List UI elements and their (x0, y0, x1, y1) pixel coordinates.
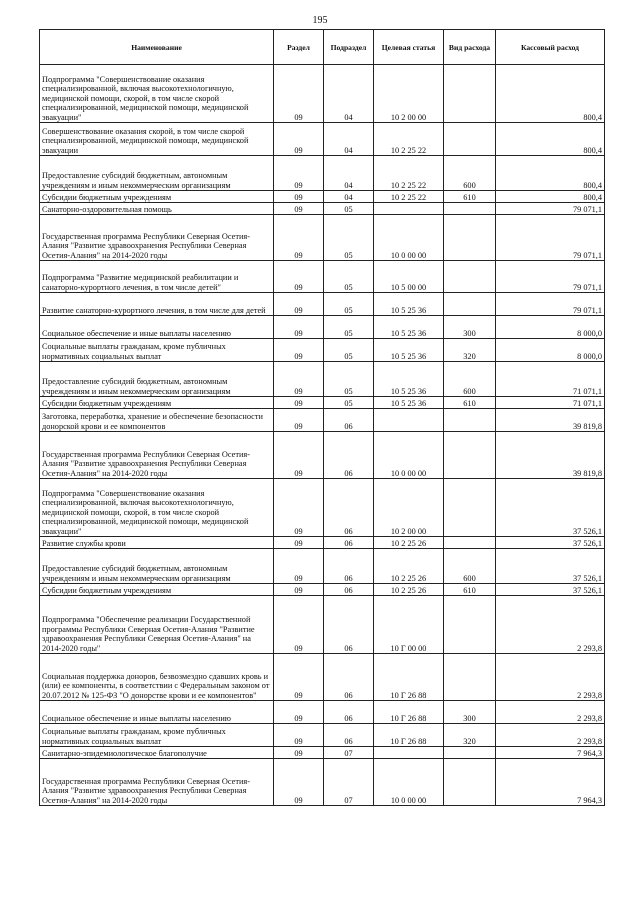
cell-amount: 8 000,0 (496, 316, 605, 339)
page-number: 195 (312, 15, 328, 26)
table-header-row (40, 30, 605, 65)
header-statya: Целевая статья (374, 30, 444, 65)
cell-amount: 2 293,8 (496, 724, 605, 747)
cell-vid: 600 (444, 549, 496, 584)
cell-razdel: 09 (274, 759, 324, 806)
cell-vid: 600 (444, 156, 496, 191)
cell-amount: 39 819,8 (496, 409, 605, 432)
cell-razdel: 09 (274, 747, 324, 759)
cell-amount: 800,4 (496, 123, 605, 156)
cell-name: Социальные выплаты гражданам, кроме публичных нормативных социальных выплат (40, 724, 274, 747)
cell-vid (444, 759, 496, 806)
table-row (40, 339, 605, 362)
cell-razdel: 09 (274, 339, 324, 362)
table-row (40, 191, 605, 203)
cell-name: Развитие службы крови (40, 537, 274, 549)
cell-vid: 600 (444, 362, 496, 397)
cell-statya: 10 0 00 00 (374, 432, 444, 479)
cell-amount: 2 293,8 (496, 701, 605, 724)
budget-table (39, 29, 605, 806)
table-row (40, 203, 605, 215)
cell-amount: 79 071,1 (496, 261, 605, 293)
cell-name: Заготовка, переработка, хранение и обеспечение безопасности донорской крови и ее компонентов (40, 409, 274, 432)
cell-name: Социальное обеспечение и иные выплаты населению (40, 701, 274, 724)
cell-vid: 610 (444, 584, 496, 596)
table-row (40, 724, 605, 747)
table-row (40, 156, 605, 191)
cell-amount: 800,4 (496, 65, 605, 123)
cell-statya: 10 2 25 22 (374, 191, 444, 203)
cell-vid (444, 654, 496, 701)
cell-statya: 10 5 25 36 (374, 339, 444, 362)
cell-amount: 8 000,0 (496, 339, 605, 362)
cell-podrazdel: 06 (324, 479, 374, 537)
cell-amount: 37 526,1 (496, 584, 605, 596)
cell-vid (444, 432, 496, 479)
cell-name: Субсидии бюджетным учреждениям (40, 191, 274, 203)
cell-razdel: 09 (274, 261, 324, 293)
cell-vid (444, 537, 496, 549)
header-vid: Вид расхода (444, 30, 496, 65)
table-row (40, 362, 605, 397)
cell-razdel: 09 (274, 479, 324, 537)
cell-podrazdel: 05 (324, 261, 374, 293)
cell-statya: 10 2 25 22 (374, 156, 444, 191)
cell-statya: 10 2 25 26 (374, 549, 444, 584)
cell-amount: 2 293,8 (496, 596, 605, 654)
table-row (40, 397, 605, 409)
cell-name: Санаторно-оздоровительная помощь (40, 203, 274, 215)
cell-vid (444, 123, 496, 156)
cell-podrazdel: 05 (324, 316, 374, 339)
cell-name: Предоставление субсидий бюджетным, автономным учреждениям и иным некоммерческим организациям (40, 549, 274, 584)
header-razdel: Раздел (274, 30, 324, 65)
cell-razdel: 09 (274, 397, 324, 409)
cell-podrazdel: 06 (324, 654, 374, 701)
cell-name: Социальное обеспечение и иные выплаты населению (40, 316, 274, 339)
cell-statya: 10 5 25 36 (374, 397, 444, 409)
cell-name: Подпрограмма "Совершенствование оказания специализированной, включая высокотехнологичную, медицинской помощи, скорой, в том числе скорой специализированной, медицинской помощи, медицинской эвакуации" (40, 479, 274, 537)
header-podrazdel: Подраздел (324, 30, 374, 65)
cell-razdel: 09 (274, 432, 324, 479)
cell-name: Подпрограмма "Обеспечение реализации Государственной программы Республики Северная Осетия-Алания "Развитие здравоохранения Республики Северная Осетия-Алания" на 2014-2020 годы" (40, 596, 274, 654)
cell-podrazdel: 06 (324, 584, 374, 596)
cell-amount: 37 526,1 (496, 479, 605, 537)
cell-name: Подпрограмма "Развитие медицинской реабилитации и санаторно-курортного лечения, в том числе детей" (40, 261, 274, 293)
cell-amount: 37 526,1 (496, 537, 605, 549)
cell-statya: 10 2 25 26 (374, 537, 444, 549)
cell-vid: 320 (444, 339, 496, 362)
cell-vid: 610 (444, 191, 496, 203)
table-row (40, 432, 605, 479)
cell-razdel: 09 (274, 123, 324, 156)
cell-razdel: 09 (274, 156, 324, 191)
cell-podrazdel: 06 (324, 724, 374, 747)
table-row (40, 654, 605, 701)
cell-podrazdel: 05 (324, 215, 374, 261)
cell-podrazdel: 04 (324, 123, 374, 156)
cell-podrazdel: 06 (324, 596, 374, 654)
cell-name: Субсидии бюджетным учреждениям (40, 397, 274, 409)
table-row (40, 701, 605, 724)
cell-name: Социальная поддержка доноров, безвозмездно сдавших кровь и (или) ее компоненты, в соответствии с Федеральным законом от 20.07.2012 № 125-ФЗ "О донорстве крови и ее компонентов" (40, 654, 274, 701)
cell-podrazdel: 06 (324, 549, 374, 584)
cell-podrazdel: 04 (324, 65, 374, 123)
table-row (40, 537, 605, 549)
cell-vid (444, 203, 496, 215)
cell-podrazdel: 05 (324, 339, 374, 362)
cell-razdel: 09 (274, 191, 324, 203)
cell-vid (444, 261, 496, 293)
table-row (40, 759, 605, 806)
cell-name: Подпрограмма "Совершенствование оказания специализированной, включая высокотехнологичную, медицинской помощи, скорой, в том числе скорой специализированной, медицинской помощи, медицинской эвакуации" (40, 65, 274, 123)
cell-amount: 2 293,8 (496, 654, 605, 701)
table-row (40, 316, 605, 339)
cell-vid: 300 (444, 701, 496, 724)
cell-name: Предоставление субсидий бюджетным, автономным учреждениям и иным некоммерческим организациям (40, 156, 274, 191)
cell-podrazdel: 06 (324, 537, 374, 549)
cell-statya: 10 Г 00 00 (374, 596, 444, 654)
table-row (40, 261, 605, 293)
table-row (40, 747, 605, 759)
cell-name: Государственная программа Республики Северная Осетия-Алания "Развитие здравоохранения Республики Северная Осетия-Алания" на 2014-2020 годы (40, 432, 274, 479)
cell-razdel: 09 (274, 203, 324, 215)
cell-podrazdel: 06 (324, 409, 374, 432)
table-row (40, 215, 605, 261)
cell-statya: 10 5 25 36 (374, 362, 444, 397)
cell-statya: 10 2 00 00 (374, 65, 444, 123)
cell-vid (444, 479, 496, 537)
cell-name: Совершенствование оказания скорой, в том числе скорой специализированной, медицинской помощи, медицинской эвакуации (40, 123, 274, 156)
table-row (40, 409, 605, 432)
cell-amount: 39 819,8 (496, 432, 605, 479)
cell-amount: 37 526,1 (496, 549, 605, 584)
cell-amount: 7 964,3 (496, 759, 605, 806)
table-row (40, 65, 605, 123)
cell-podrazdel: 07 (324, 747, 374, 759)
cell-razdel: 09 (274, 65, 324, 123)
cell-statya: 10 5 00 00 (374, 261, 444, 293)
cell-statya: 10 5 25 36 (374, 316, 444, 339)
table-row (40, 596, 605, 654)
cell-amount: 79 071,1 (496, 215, 605, 261)
cell-name: Субсидии бюджетным учреждениям (40, 584, 274, 596)
cell-razdel: 09 (274, 362, 324, 397)
cell-podrazdel: 05 (324, 362, 374, 397)
cell-vid (444, 215, 496, 261)
cell-podrazdel: 05 (324, 397, 374, 409)
cell-podrazdel: 07 (324, 759, 374, 806)
cell-vid: 300 (444, 316, 496, 339)
cell-razdel: 09 (274, 724, 324, 747)
cell-statya: 10 0 00 00 (374, 759, 444, 806)
cell-vid (444, 409, 496, 432)
cell-statya: 10 2 25 22 (374, 123, 444, 156)
cell-razdel: 09 (274, 316, 324, 339)
cell-vid: 320 (444, 724, 496, 747)
cell-amount: 79 071,1 (496, 293, 605, 316)
cell-name: Государственная программа Республики Северная Осетия-Алания "Развитие здравоохранения Республики Северная Осетия-Алания" на 2014-2020 годы (40, 215, 274, 261)
cell-razdel: 09 (274, 215, 324, 261)
cell-podrazdel: 06 (324, 432, 374, 479)
cell-statya: 10 Г 26 88 (374, 654, 444, 701)
cell-statya (374, 747, 444, 759)
cell-podrazdel: 04 (324, 156, 374, 191)
cell-razdel: 09 (274, 584, 324, 596)
cell-statya: 10 2 00 00 (374, 479, 444, 537)
table-row (40, 584, 605, 596)
cell-vid: 610 (444, 397, 496, 409)
cell-statya: 10 Г 26 88 (374, 724, 444, 747)
header-amount: Кассовый расход (496, 30, 605, 65)
cell-vid (444, 293, 496, 316)
cell-amount: 71 071,1 (496, 362, 605, 397)
cell-amount: 71 071,1 (496, 397, 605, 409)
cell-statya: 10 5 25 36 (374, 293, 444, 316)
cell-statya: 10 2 25 26 (374, 584, 444, 596)
table-row (40, 123, 605, 156)
cell-vid (444, 747, 496, 759)
cell-name: Развитие санаторно-курортного лечения, в том числе для детей (40, 293, 274, 316)
cell-razdel: 09 (274, 549, 324, 584)
cell-podrazdel: 05 (324, 293, 374, 316)
cell-amount: 7 964,3 (496, 747, 605, 759)
cell-statya: 10 Г 26 88 (374, 701, 444, 724)
cell-amount: 800,4 (496, 156, 605, 191)
cell-vid (444, 596, 496, 654)
cell-podrazdel: 05 (324, 203, 374, 215)
cell-name: Санитарно-эпидемиологическое благополучие (40, 747, 274, 759)
table-row (40, 479, 605, 537)
cell-name: Социальные выплаты гражданам, кроме публичных нормативных социальных выплат (40, 339, 274, 362)
cell-razdel: 09 (274, 293, 324, 316)
cell-name: Государственная программа Республики Северная Осетия-Алания "Развитие здравоохранения Республики Северная Осетия-Алания" на 2014-2020 годы (40, 759, 274, 806)
cell-amount: 800,4 (496, 191, 605, 203)
cell-amount: 79 071,1 (496, 203, 605, 215)
cell-statya (374, 409, 444, 432)
table-row (40, 293, 605, 316)
cell-podrazdel: 04 (324, 191, 374, 203)
header-name: Наименование (40, 30, 274, 65)
cell-razdel: 09 (274, 409, 324, 432)
cell-razdel: 09 (274, 701, 324, 724)
cell-vid (444, 65, 496, 123)
cell-razdel: 09 (274, 537, 324, 549)
cell-razdel: 09 (274, 596, 324, 654)
cell-statya (374, 203, 444, 215)
cell-name: Предоставление субсидий бюджетным, автономным учреждениям и иным некоммерческим организациям (40, 362, 274, 397)
cell-podrazdel: 06 (324, 701, 374, 724)
cell-razdel: 09 (274, 654, 324, 701)
cell-statya: 10 0 00 00 (374, 215, 444, 261)
table-row (40, 549, 605, 584)
